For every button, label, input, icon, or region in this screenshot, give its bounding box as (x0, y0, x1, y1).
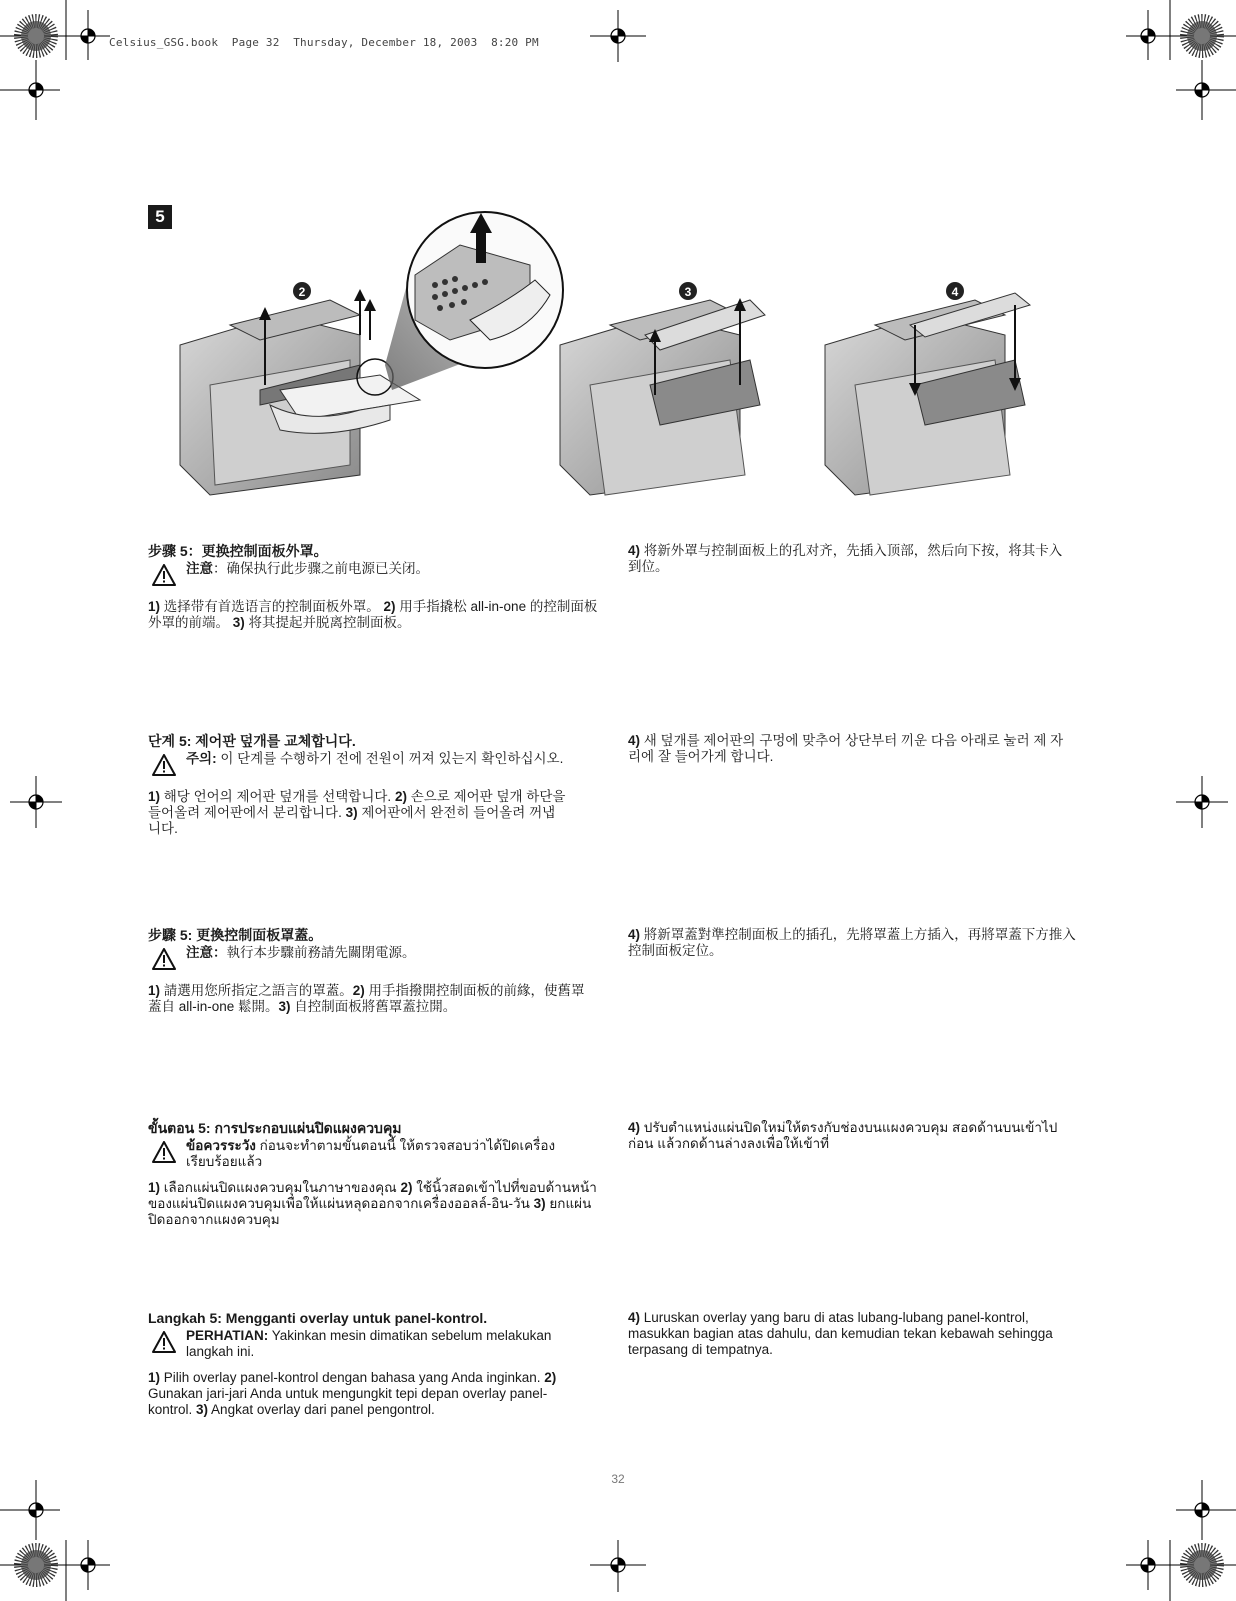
caution-note (148, 1328, 588, 1360)
section-title: 단계 5: 제어판 덮개를 교체합니다. (148, 733, 356, 749)
instruction-section-3 (148, 927, 598, 1015)
step-number: 1) (148, 1180, 161, 1195)
step-number: 2) (383, 599, 396, 614)
step-text: ยกแผ่นปิดออกจากแผงควบคุม (148, 1196, 592, 1227)
step-number: 3) (533, 1196, 546, 1211)
step-text: 自控制面板將舊罩蓋拉開。 (290, 999, 457, 1014)
step-text: เลือกแผ่นปิดแผงควบคุมในภาษาของคุณ (160, 1180, 401, 1195)
warning-triangle-icon (152, 754, 176, 776)
caution-note (148, 751, 568, 779)
printer-overlay-illustration (170, 205, 1050, 515)
step-number: 4) (628, 543, 641, 558)
step-number: 1) (148, 983, 161, 998)
caution-label: 주의: (186, 751, 217, 766)
step-text: ปรับตำแหน่งแผ่นปิดใหม่ให้ตรงกับช่องบนแผงควบคุม สอดด้านบนเข้าไปก่อน แล้วกดด้านล่างลงเพื่อให้เข้าที่ (628, 1120, 1058, 1151)
step-text: 새 덮개를 제어판의 구멍에 맞추어 상단부터 끼운 다음 아래로 눌러 제 자리에 잘 들어가게 합니다. (628, 733, 1064, 764)
printer-illustration-2 (560, 282, 765, 495)
step-number: 4) (628, 1120, 641, 1135)
caution-label: ข้อควรระวัง (186, 1138, 256, 1153)
caution-note (148, 561, 598, 589)
step-number: 4) (628, 1310, 641, 1325)
instruction-step-4-1 (628, 543, 1068, 575)
callout-2 (293, 282, 311, 300)
instruction-section-1 (148, 543, 598, 631)
instruction-step-4-5 (628, 1310, 1078, 1358)
caution-note (148, 945, 598, 973)
step-text: Pilih overlay panel-kontrol dengan bahasa yang Anda inginkan. (160, 1370, 545, 1385)
section-title: 步骤 5：更换控制面板外罩。 (148, 543, 328, 559)
section-title: 步驟 5: 更換控制面板罩蓋。 (148, 927, 323, 943)
instruction-section-5 (148, 1310, 588, 1418)
step-number: 3) (196, 1402, 209, 1417)
step-instructions (148, 1370, 588, 1418)
step-number: 1) (148, 599, 161, 614)
step-text: 将新外罩与控制面板上的孔对齐，先插入顶部，然后向下按，将其卡入到位。 (628, 543, 1063, 574)
step-number: 1) (148, 789, 161, 804)
instruction-section-4 (148, 1120, 598, 1228)
step-text: Angkat overlay dari panel pengontrol. (208, 1402, 435, 1417)
instruction-step-4-3 (628, 927, 1078, 959)
caution-note (148, 1138, 598, 1170)
step-number: 2) (544, 1370, 557, 1385)
step-text: 請選用您所指定之語言的罩蓋。 (160, 983, 353, 998)
instruction-step-4-2 (628, 733, 1068, 765)
caution-text: Yakinkan mesin dimatikan sebelum melakukan langkah ini. (186, 1328, 552, 1359)
step-number: 4) (628, 927, 641, 942)
section-title: Langkah 5: Mengganti overlay untuk panel-kontrol. (148, 1310, 488, 1326)
caution-text: 執行本步驟前務請先關閉電源。 (226, 945, 416, 960)
step-instructions (148, 983, 598, 1015)
caution-label: 注意 (186, 561, 213, 576)
warning-triangle-icon (152, 948, 176, 970)
step-instructions (148, 1180, 598, 1228)
caution-label: PERHATIAN: (186, 1328, 269, 1343)
step-text: 제어판에서 완전히 들어올려 꺼냅니다. (148, 805, 556, 836)
callout-4-label: 4 (951, 285, 959, 299)
section-title: ขั้นตอน 5: การประกอบแผ่นปิดแผงควบคุม (148, 1120, 402, 1136)
instruction-section-2 (148, 733, 568, 837)
step-number: 2) (400, 1180, 413, 1195)
caution-text: 이 단계를 수행하기 전에 전원이 꺼져 있는지 확인하십시오. (216, 751, 564, 766)
zoom-detail-circle (407, 212, 563, 368)
instruction-step-4-4 (628, 1120, 1058, 1152)
step-number: 3) (278, 999, 291, 1014)
warning-triangle-icon (152, 564, 176, 586)
step-text: 將新罩蓋對準控制面板上的插孔，先將罩蓋上方插入，再將罩蓋下方推入控制面板定位。 (628, 927, 1076, 958)
step-text: ใช้นิ้วสอดเข้าไปที่ขอบด้านหน้าของแผ่นปิดแผงควบคุมเพื่อให้แผ่นหลุดออกจากเครื่องออลล์-อิน-วัน (148, 1180, 597, 1211)
step-number: 3) (345, 805, 358, 820)
step-text: 손으로 제어판 덮개 하단을 들어올려 제어판에서 분리합니다. (148, 789, 566, 820)
step-number: 3) (232, 615, 245, 630)
step-text: 用手指撬松 all-in-one 的控制面板外罩的前端。 (148, 599, 598, 630)
step-number: 4) (628, 733, 641, 748)
step-number: 2) (352, 983, 365, 998)
book-header-line: Celsius_GSG.book Page 32 Thursday, December 18, 2003 8:20 PM (109, 36, 539, 49)
caution-label: 注意： (186, 945, 227, 960)
step-text: 用手指撥開控制面板的前緣，使舊罩蓋自 all-in-one 鬆開。 (148, 983, 585, 1014)
step-text: 将其提起并脱离控制面板。 (244, 615, 411, 630)
step-text: Gunakan jari-jari Anda untuk mengungkit tepi depan overlay panel-kontrol. (148, 1386, 548, 1417)
step-text: 해당 언어의 제어판 덮개를 선택합니다. (160, 789, 395, 804)
step-instructions (148, 599, 598, 631)
step-instructions (148, 789, 568, 837)
step-text: 选择带有首选语言的控制面板外罩。 (160, 599, 384, 614)
caution-text: ก่อนจะทำตามขั้นตอนนี้ ให้ตรวจสอบว่าได้ปิดเครื่องเรียบร้อยแล้ว (186, 1138, 556, 1169)
warning-triangle-icon (152, 1331, 176, 1353)
caution-text: ：确保执行此步骤之前电源已关闭。 (213, 561, 429, 576)
printer-illustration-3 (825, 282, 1030, 495)
page-number: 32 (611, 1472, 625, 1486)
step-number: 1) (148, 1370, 161, 1385)
step-number-badge: 5 (148, 205, 172, 229)
step-text: Luruskan overlay yang baru di atas lubang-lubang panel-kontrol, masukkan bagian atas dahulu, dan kemudian tekan kebawah sehingga terpasang di tempatnya. (628, 1310, 1053, 1357)
callout-2-label: 2 (298, 285, 306, 299)
callout-3-label: 3 (684, 285, 692, 299)
warning-triangle-icon (152, 1141, 176, 1163)
step-number: 2) (394, 789, 407, 804)
